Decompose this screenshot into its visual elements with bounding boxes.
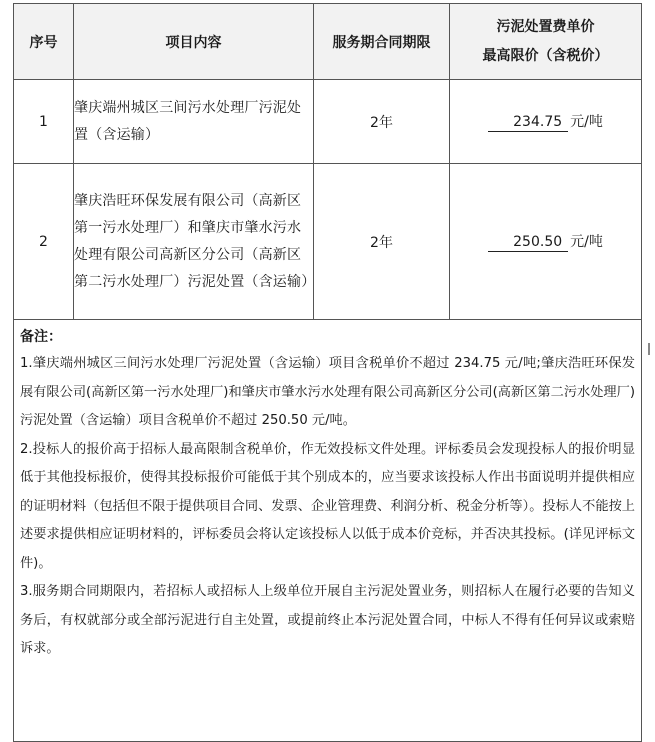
price-unit: 元/吨	[570, 114, 603, 130]
header-item: 项目内容	[74, 4, 314, 80]
price-value: 250.50	[488, 233, 568, 252]
table-row	[14, 164, 642, 320]
row-price	[450, 80, 642, 164]
header-price-line2: 最高限价（含税价）	[482, 47, 609, 64]
row-term: 2年	[314, 164, 450, 320]
row-num: 2	[14, 164, 74, 320]
header-price-line1: 污泥处置费单价	[496, 18, 595, 35]
pricing-table	[13, 3, 642, 742]
note-item-2: 2.投标人的报价高于招标人最高限制含税单价，作无效投标文件处理。评标委员会发现投标人的报价明显低于其他投标报价，使得其投标报价可能低于其个别成本的，应当要求该投标人作出书面说明并提供相应的证明材料（包括但不限于提供项目合同、发票、企业管理费、利润分析、税金分析等）。投标人不能按上述要求提供相应证明材料的，评标委员会将认定该投标人以低于成本价竞标，并否决其投标。(详见评标文件)。	[20, 441, 635, 571]
note-item-3: 3.服务期合同期限内，若招标人或招标人上级单位开展自主污泥处置业务，则招标人在履行必要的告知义务后，有权就部分或全部污泥进行自主处置，或提前终止本污泥处置合同，中标人不得有任何异议或索赔诉求。	[20, 584, 635, 656]
notes-row	[14, 320, 642, 742]
row-num: 1	[14, 80, 74, 164]
table-row	[14, 80, 642, 164]
header-term: 服务期合同期限	[314, 4, 450, 80]
row-price	[450, 164, 642, 320]
row-item: 肇庆浩旺环保发展有限公司（高新区第一污水处理厂）和肇庆市肇水污水处理有限公司高新区分公司（高新区第二污水处理厂）污泥处置（含运输）	[74, 164, 314, 320]
price-unit: 元/吨	[570, 234, 603, 250]
price-value: 234.75	[488, 113, 568, 132]
notes-title: 备注：	[20, 329, 62, 345]
header-price	[450, 4, 642, 80]
table-header-row	[14, 4, 642, 80]
row-item: 肇庆端州城区三间污水处理厂污泥处置（含运输）	[74, 80, 314, 164]
header-num: 序号	[14, 4, 74, 80]
notes-cell	[14, 320, 642, 742]
row-term: 2年	[314, 80, 450, 164]
note-item-1: 1.肇庆端州城区三间污水处理厂污泥处置（含运输）项目含税单价不超过 234.75 元/吨;肇庆浩旺环保发展有限公司(高新区第一污水处理厂)和肇庆市肇水污水处理有限公司高新区分公司(高新区第二污水处理厂)污泥处置（含运输）项目含税单价不超过 250.50 元/吨。	[20, 356, 635, 428]
scroll-marker	[648, 343, 650, 355]
